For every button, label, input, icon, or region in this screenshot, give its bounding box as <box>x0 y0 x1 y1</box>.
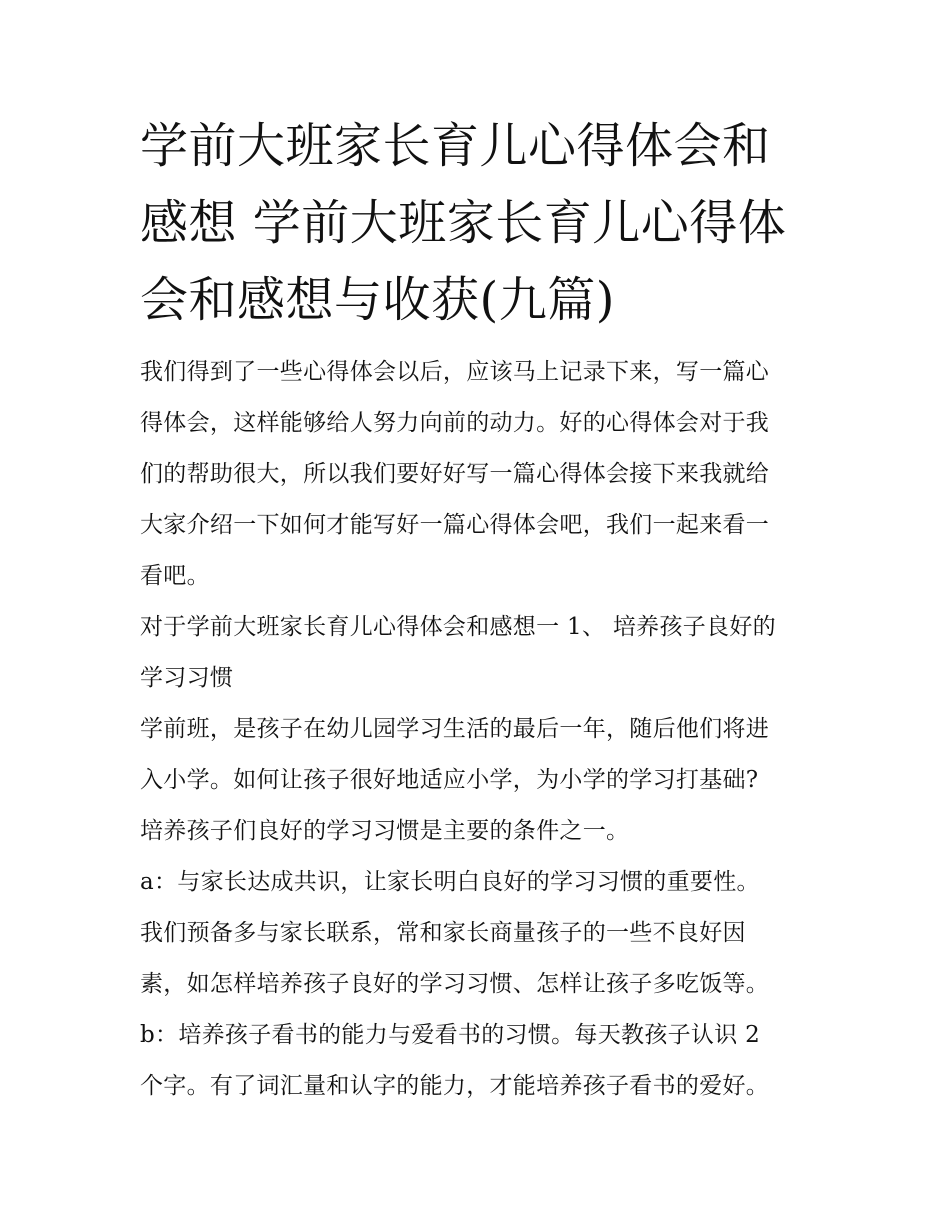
paragraph-intro: 我们得到了一些心得体会以后，应该马上记录下来，写一篇心 得体会，这样能够给人努力向前的动力。好的心得体会对于我 们的帮助很大，所以我们要好好写一篇心得体会接下来我就给 大家介绍一下如何才能写好一篇心得体会吧，我们一起来看一 看吧。 <box>140 359 770 589</box>
paragraph-point-a: a：与家长达成共识，让家长明白良好的学习习惯的重要性。 我们预备多与家长联系，常和家长商量孩子的一些不良好因 素，如怎样培养孩子良好的学习习惯、怎样让孩子多吃饭等。 <box>140 869 770 997</box>
document-body <box>140 108 812 1112</box>
paragraph-section-heading: 对于学前大班家长育儿心得体会和感想一 1、 培养孩子良好的 学习习惯 <box>140 614 776 691</box>
paragraph-preschool: 学前班，是孩子在幼儿园学习生活的最后一年，随后他们将进 入小学。如何让孩子很好地适应小学，为小学的学习打基础? 培养孩子们良好的学习习惯是主要的条件之一。 <box>140 716 770 844</box>
document-title: 学前大班家长育儿心得体会和 感想 学前大班家长育儿心得体 会和感想与收获(九篇) <box>140 118 787 328</box>
paragraph-point-b: b：培养孩子看书的能力与爱看书的习惯。每天教孩子认识 2 个字。有了词汇量和认字的能力，才能培养孩子看书的爱好。 <box>140 1022 770 1099</box>
